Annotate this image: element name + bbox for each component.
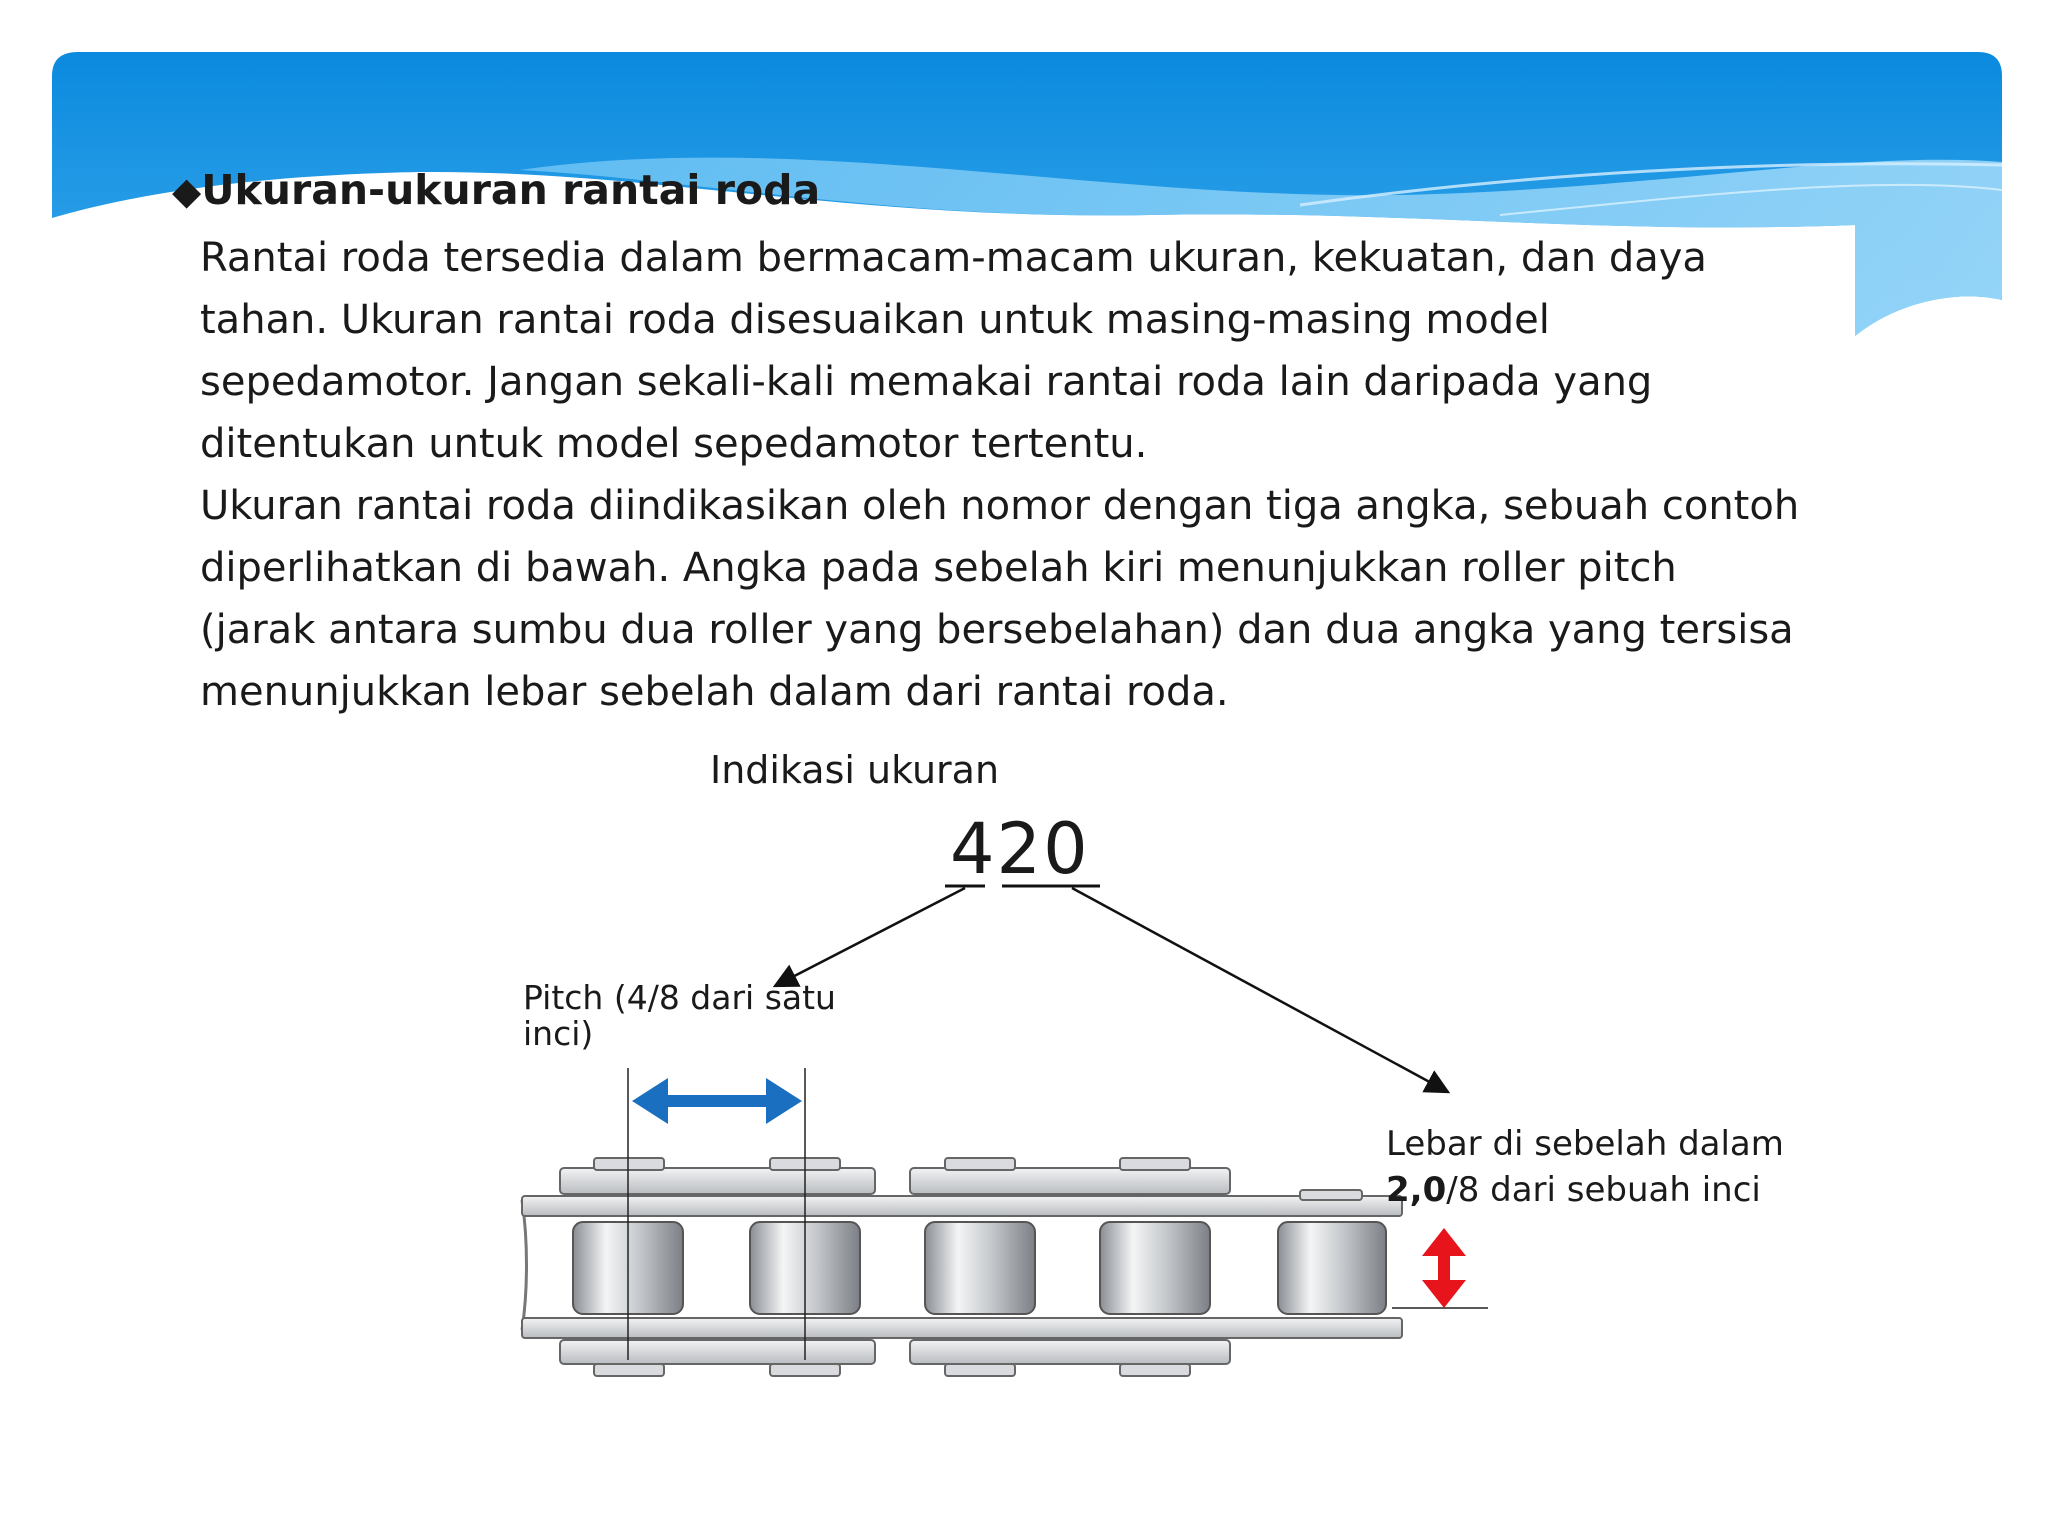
paragraph-line: Ukuran rantai roda diindikasikan oleh nomor dengan tiga angka, sebuah contoh <box>200 483 1800 529</box>
size-indication-label: Indikasi ukuran <box>710 748 1000 792</box>
pitch-double-arrow-icon <box>632 1078 802 1124</box>
paragraph-line: (jarak antara sumbu dua roller yang bersebelahan) dan dua angka yang tersisa <box>200 607 1794 653</box>
paragraph-line: Rantai roda tersedia dalam bermacam-macam ukuran, kekuatan, dan daya <box>200 235 1707 281</box>
paragraph-line: diperlihatkan di bawah. Angka pada sebelah kiri menunjukkan roller pitch <box>200 545 1677 591</box>
pointer-to-pitch <box>775 888 965 986</box>
pointer-to-width <box>1072 888 1448 1092</box>
diamond-bullet-icon: ◆ <box>172 169 202 213</box>
inner-width-value <box>1386 1170 1761 1210</box>
inner-width-label: Lebar di sebelah dalam <box>1386 1124 1784 1164</box>
inner-width-unit: /8 dari sebuah inci <box>1446 1170 1761 1210</box>
roller-chain-icon <box>522 1158 1402 1376</box>
paragraph-line: ditentukan untuk model sepedamotor tertentu. <box>200 421 1148 467</box>
width-double-arrow-icon <box>1422 1228 1466 1308</box>
paragraph-line: sepedamotor. Jangan sekali-kali memakai rantai roda lain daripada yang <box>200 359 1653 405</box>
paragraph-line: menunjukkan lebar sebelah dalam dari rantai roda. <box>200 669 1229 715</box>
inner-width-bold-value: 2,0 <box>1386 1170 1447 1210</box>
paragraph-line: tahan. Ukuran rantai roda disesuaikan untuk masing-masing model <box>200 297 1550 343</box>
pitch-label: Pitch (4/8 dari satu inci) <box>523 978 836 1053</box>
size-number: 420 <box>950 808 1090 890</box>
heading-text: Ukuran-ukuran rantai roda <box>201 166 821 214</box>
